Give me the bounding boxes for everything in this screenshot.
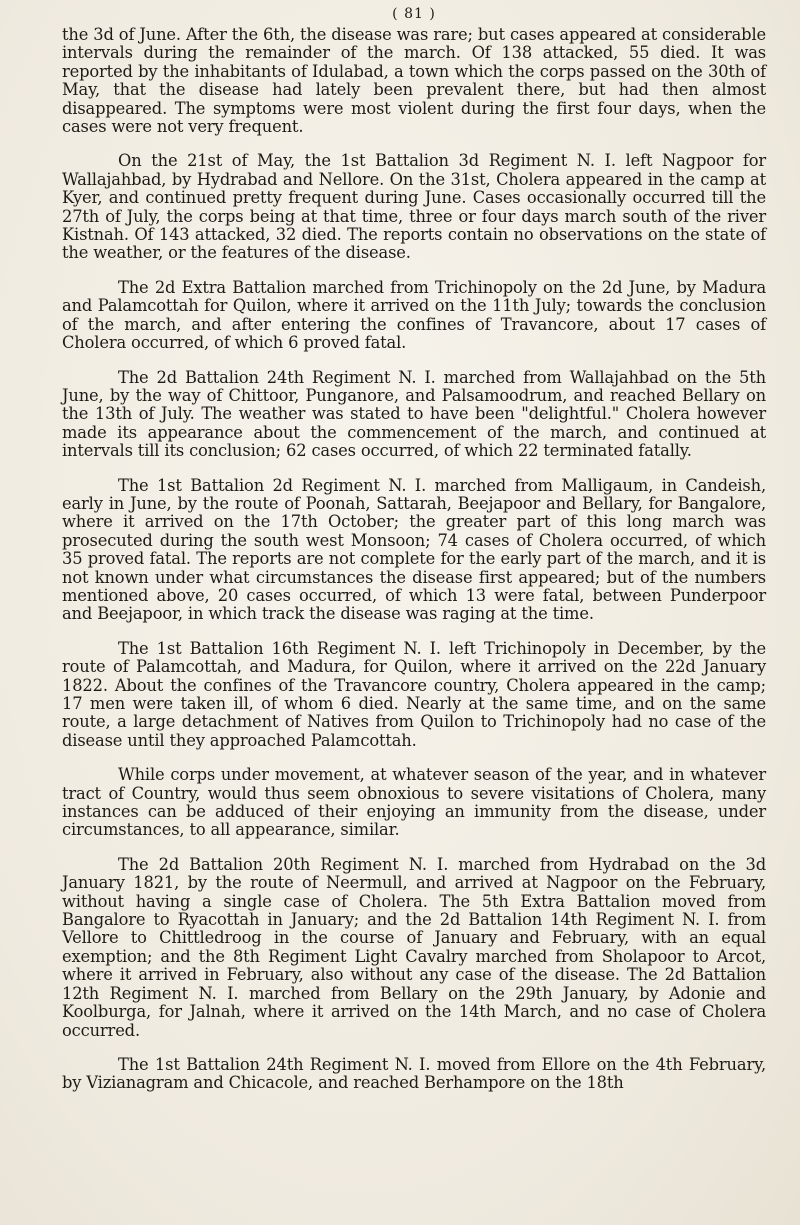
paragraph-1st-battalion-2d-regiment: The 1st Battalion 2d Regiment N. I. marched from Malligaum, in Candeish, early in June, by the route of Poonah, Sattarah, Beejapoor and Bellary, for Bangalore, where it arrived on the 17th October; the greater part of this long march was prosecuted during the south west Monsoon; 74 cases of Cholera occurred, of which 35 proved fatal. The reports are not complete for the early part of the march, and it is not known under what circumstances the disease first appeared; but of the numbers mentioned above, 20 cases occurred, of which 13 were fatal, between Punderpoor and Beejapoor, in which track the disease was raging at the time.	[62, 475, 766, 624]
paragraph-1st-battalion-24th-regiment: The 1st Battalion 24th Regiment N. I. moved from Ellore on the 4th February, by Vizianagram and Chicacole, and reached Berhampore on the 18th	[62, 1054, 766, 1093]
paragraph-2d-battalion-20th-regiment: The 2d Battalion 20th Regiment N. I. marched from Hydrabad on the 3d January 1821, by the route of Neermull, and arrived at Nagpoor on the February, without having a single case of Cholera. The 5th Extra Battalion moved from Bangalore to Ryacottah in January; and the 2d Battalion 14th Regiment N. I. from Vellore to Chittledroog in the course of January and February, with an equal exemption; and the 8th Regiment Light Cavalry marched from Sholapoor to Arcot, where it arrived in February, also without any case of the disease. The 2d Battalion 12th Regiment N. I. marched from Bellary on the 29th January, by Adonie and Koolburga, for Jalnah, where it arrived on the 14th March, and no case of Cholera occurred.	[62, 854, 766, 1040]
paragraph-cholera-march-1: the 3d of June. After the 6th, the disease was rare; but cases appeared at considerable intervals during the remainder of the march. Of 138 attacked, 55 died. It was reported by the inhabitants of Idulabad, a town which the corps passed on the 30th of May, that the disease had lately been prevalent there, but had then almost disappeared. The symptoms were most violent during the first four days, when the cases were not very frequent.	[62, 25, 766, 137]
paragraph-1st-battalion-3d-regiment: On the 21st of May, the 1st Battalion 3d Regiment N. I. left Nagpoor for Wallajahbad, by Hydrabad and Nellore. On the 31st, Cholera appeared in the camp at Kyer, and continued pretty frequent during June. Cases occasionally occurred till the 27th of July, the corps being at that time, three or four days march south of the river Kistnah. Of 143 attacked, 32 died. The reports contain no observations on the state of the weather, or the features of the disease.	[62, 151, 766, 263]
paragraph-corps-under-movement: While corps under movement, at whatever season of the year, and in whatever tract of Country, would thus seem obnoxious to severe visitations of Cholera, many instances can be adduced of their enjoying an immunity from the disease, under circumstances, to all appearance, similar.	[62, 765, 766, 840]
paragraph-2d-battalion-24th-regiment: The 2d Battalion 24th Regiment N. I. marched from Wallajahbad on the 5th June, by the way of Chittoor, Punganore, and Palsamoodrum, and reached Bellary on the 13th of July. The weather was stated to have been "delightful." Cholera however made its appearance about the commencement of the march, and continued at intervals till its conclusion; 62 cases occurred, of which 22 terminated fatally.	[62, 367, 766, 461]
paragraph-2d-extra-battalion: The 2d Extra Battalion marched from Trichinopoly on the 2d June, by Madura and Palamcottah for Quilon, where it arrived on the 11th July; towards the conclusion of the march, and after entering the confines of Travancore, about 17 cases of Cholera occurred, of which 6 proved fatal.	[62, 277, 766, 353]
paragraph-1st-battalion-16th-regiment: The 1st Battalion 16th Regiment N. I. left Trichinopoly in December, by the route of Palamcottah, and Madura, for Quilon, where it arrived on the 22d January 1822. About the confines of the Travancore country, Cholera appeared in the camp; 17 men were taken ill, of whom 6 died. Nearly at the same time, and on the same route, a large detachment of Natives from Quilon to Trichinopoly had no case of the disease until they approached Palamcottah.	[62, 638, 766, 750]
page-number: ( 81 )	[392, 6, 436, 22]
